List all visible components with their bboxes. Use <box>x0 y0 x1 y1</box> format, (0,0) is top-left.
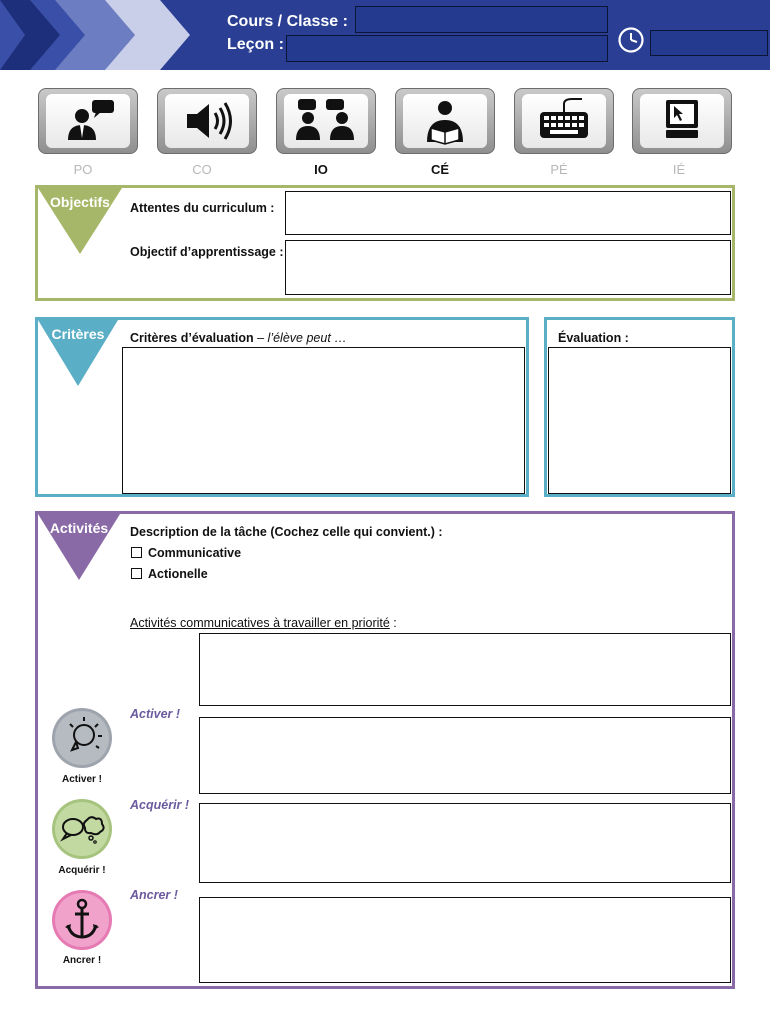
skill-label-co: CO <box>192 162 212 177</box>
skill-label-pe: PÉ <box>550 162 568 177</box>
keyboard-icon <box>522 94 606 148</box>
anchor-icon <box>51 889 113 951</box>
speech-bubbles-icon <box>51 798 113 860</box>
objectifs-tag <box>38 188 122 256</box>
evaluation-label: Évaluation : <box>558 331 629 345</box>
two-speakers-icon <box>46 94 130 148</box>
acquerir-badge-label: Acquérir ! <box>58 865 106 876</box>
skill-ce[interactable] <box>395 88 495 154</box>
skill-co[interactable] <box>157 88 257 154</box>
criteria-field[interactable] <box>122 347 525 494</box>
activer-field[interactable] <box>199 717 731 794</box>
objective-field[interactable] <box>285 240 731 295</box>
skill-label-ie: IÉ <box>672 162 686 177</box>
activer-title: Activer ! <box>130 707 181 721</box>
reader-book-icon <box>403 94 487 148</box>
activer-badge-label: Activer ! <box>61 774 102 785</box>
skill-po[interactable] <box>38 88 138 154</box>
criteria-label: Critères d’évaluation – l’élève peut … <box>130 331 347 345</box>
conversation-icon <box>284 94 368 148</box>
activites-tag <box>38 514 120 582</box>
chevron-decoration <box>0 0 200 70</box>
ancrer-badge-label: Ancrer ! <box>62 955 102 966</box>
computer-cursor-icon <box>640 94 724 148</box>
lesson-label: Leçon : <box>227 36 284 53</box>
course-input[interactable] <box>355 6 608 33</box>
criteres-tag <box>38 320 118 388</box>
ancrer-title: Ancrer ! <box>130 888 178 902</box>
speaker-volume-icon <box>165 94 249 148</box>
lightbulb-icon <box>51 707 113 769</box>
acquerir-field[interactable] <box>199 803 731 883</box>
priority-field[interactable] <box>199 633 731 706</box>
ancrer-field[interactable] <box>199 897 731 983</box>
skill-io[interactable] <box>276 88 376 154</box>
course-label: Cours / Classe : <box>227 13 348 30</box>
skill-pe[interactable] <box>514 88 614 154</box>
objectifs-tag-text: Objectifs <box>50 194 110 210</box>
task-description-label: Description de la tâche (Cochez celle qui convient.) : <box>130 525 443 539</box>
checkbox-actionelle[interactable]: Actionelle <box>131 567 208 581</box>
page-header <box>0 0 770 70</box>
criteres-tag-text: Critères <box>51 326 105 342</box>
clock-icon <box>617 26 645 54</box>
acquerir-title: Acquérir ! <box>130 798 190 812</box>
skill-ie[interactable] <box>632 88 732 154</box>
skill-label-po: PO <box>73 162 93 177</box>
curriculum-label: Attentes du curriculum : <box>130 201 275 215</box>
skill-label-ce: CÉ <box>430 162 450 177</box>
checkbox-communicative[interactable]: Communicative <box>131 546 241 560</box>
evaluation-field[interactable] <box>548 347 731 494</box>
skill-label-io: IO <box>314 162 328 177</box>
lesson-input[interactable] <box>286 35 608 62</box>
objective-label: Objectif d’apprentissage : <box>130 245 284 259</box>
time-input[interactable] <box>650 30 768 56</box>
curriculum-field[interactable] <box>285 191 731 235</box>
priority-label: Activités communicatives à travailler en priorité : <box>130 616 397 630</box>
activites-tag-text: Activités <box>49 520 109 536</box>
